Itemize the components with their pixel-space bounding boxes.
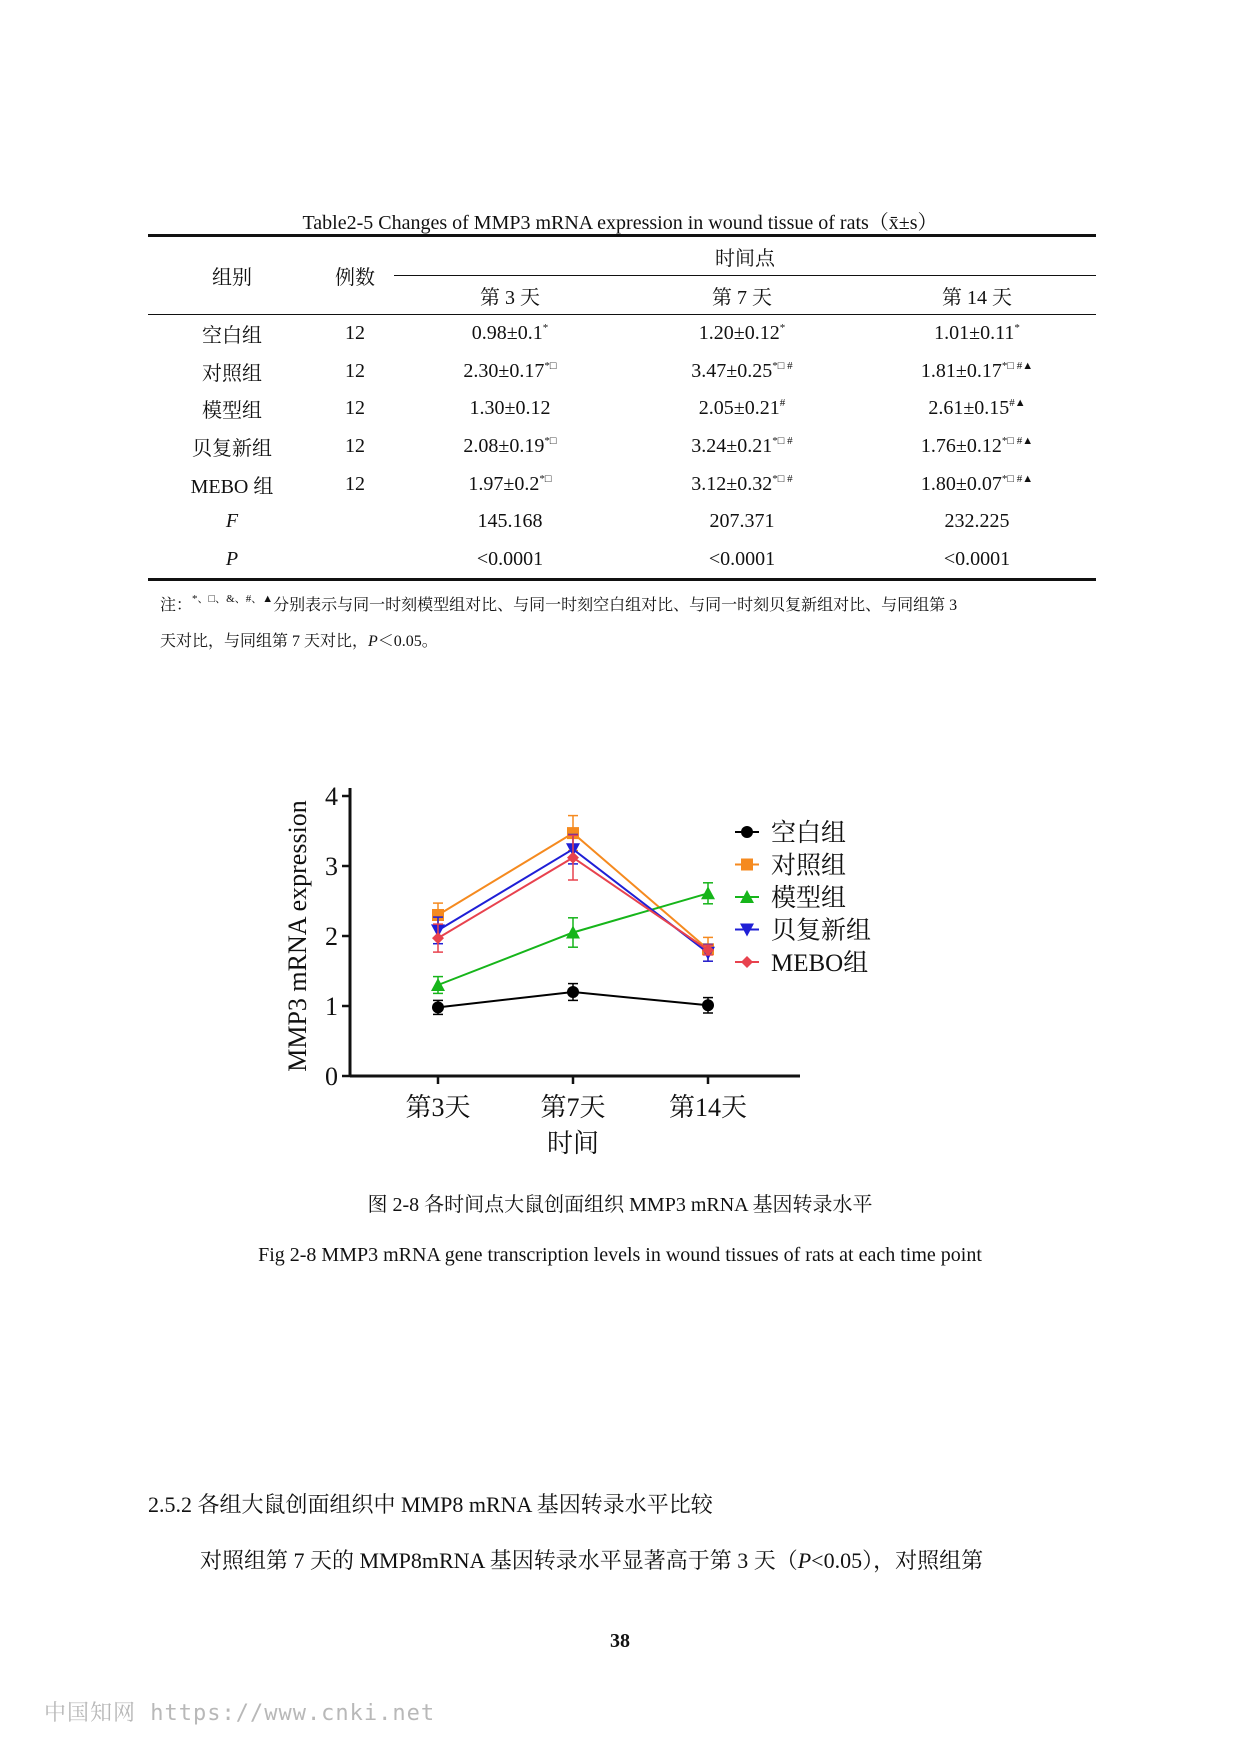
- x-tick-label: 第7天: [540, 1093, 606, 1122]
- table-row: [148, 390, 1096, 428]
- cell-d3: 1.30±0.12: [469, 397, 551, 420]
- legend-marker: [741, 826, 753, 838]
- data-point: [701, 886, 715, 899]
- cell-p-d14: <0.0001: [858, 541, 1096, 580]
- header-group: 组别: [148, 236, 316, 315]
- cell-d3: 0.98±0.1*: [471, 322, 549, 345]
- legend-label: 空白组: [771, 820, 847, 847]
- y-tick-label: 4: [325, 782, 338, 811]
- data-point: [702, 999, 714, 1011]
- table-row: [148, 465, 1096, 503]
- table-row: [148, 315, 1096, 353]
- cell-d14: 2.61±0.15#▲: [928, 397, 1026, 420]
- cell-n: 12: [345, 359, 365, 382]
- cell-d7: 3.12±0.32*□ #: [691, 472, 793, 495]
- cell-group: MEBO 组: [190, 475, 274, 498]
- table-note-line2: 天对比，与同组第 7 天对比，P＜0.05。: [160, 633, 438, 650]
- cell-n: 12: [345, 322, 365, 345]
- cell-d7: 3.47±0.25*□ #: [691, 359, 793, 382]
- cell-d14: 1.81±0.17*□ #▲: [920, 359, 1034, 382]
- cell-f-label: F: [225, 510, 239, 533]
- data-point: [431, 978, 445, 991]
- y-tick-label: 2: [325, 922, 338, 951]
- y-tick-label: 0: [325, 1062, 338, 1091]
- legend-label: 模型组: [771, 885, 847, 912]
- page-number: 38: [610, 1630, 630, 1652]
- legend-marker: [741, 859, 753, 871]
- legend-label: MEBO组: [771, 950, 869, 977]
- cell-d7: 2.05±0.21#: [698, 397, 786, 420]
- y-tick-label: 3: [325, 852, 338, 881]
- cell-n: 12: [345, 435, 365, 458]
- cell-p-d3: <0.0001: [394, 541, 626, 580]
- table-row: [148, 428, 1096, 466]
- header-timepoint: 时间点: [394, 236, 1096, 276]
- y-axis-label: MMP3 mRNA expression: [283, 800, 312, 1072]
- cell-f-d14: 232.225: [944, 510, 1010, 533]
- table-caption: Table2-5 Changes of MMP3 mRNA expression in wound tissue of rats（x̄±s）: [302, 212, 938, 234]
- cell-group: 贝复新组: [192, 438, 272, 461]
- x-tick-label: 第3天: [405, 1093, 471, 1122]
- table-note-line1: 注：*、□、&、#、▲分别表示与同一时刻模型组对比、与同一时刻空白组对比、与同一时刻贝复新组对比、与同组第 3: [160, 593, 958, 614]
- data-point: [432, 932, 444, 944]
- legend-label: 对照组: [771, 852, 847, 880]
- cell-d3: 2.08±0.19*□: [463, 435, 557, 458]
- cell-p-label: P: [148, 541, 316, 580]
- table-row-f: [148, 503, 1096, 541]
- y-tick-label: 1: [325, 992, 338, 1021]
- table-row: [148, 353, 1096, 391]
- cell-d3: 1.97±0.2*□: [468, 472, 552, 495]
- cell-f-d3: 145.168: [477, 510, 543, 533]
- cell-d3: 2.30±0.17*□: [463, 359, 557, 382]
- cell-d7: 3.24±0.21*□ #: [691, 435, 793, 458]
- header-day14: 第 14 天: [858, 276, 1096, 315]
- cell-f-d7: 207.371: [709, 510, 775, 533]
- paragraph: 对照组第 7 天的 MMP8mRNA 基因转录水平显著高于第 3 天（P<0.05），对照组第: [200, 1548, 984, 1573]
- data-point: [432, 1001, 444, 1013]
- figure-caption-cn: 图 2-8 各时间点大鼠创面组织 MMP3 mRNA 基因转录水平: [367, 1194, 873, 1216]
- cell-group: 空白组: [202, 325, 262, 348]
- figure-caption-en: Fig 2-8 MMP3 mRNA gene transcription levels in wound tissues of rats at each time point: [258, 1244, 982, 1266]
- mmp3-table: [148, 234, 1096, 581]
- cell-p-d7: <0.0001: [626, 541, 858, 580]
- cell-d14: 1.01±0.11*: [934, 322, 1020, 345]
- cell-d14: 1.80±0.07*□ #▲: [920, 472, 1034, 495]
- header-n: 例数: [316, 236, 394, 315]
- cell-d7: 1.20±0.12*: [698, 322, 786, 345]
- x-axis-label: 时间: [546, 1129, 600, 1158]
- cell-group: 对照组: [202, 362, 262, 385]
- section-heading: 2.5.2 各组大鼠创面组织中 MMP8 mRNA 基因转录水平比较: [148, 1492, 713, 1517]
- cell-n: 12: [345, 397, 365, 420]
- x-tick-label: 第14天: [668, 1093, 748, 1122]
- cell-group: 模型组: [202, 400, 262, 423]
- cnki-watermark: 中国知网 https://www.cnki.net: [44, 1701, 436, 1726]
- header-day3: 第 3 天: [394, 276, 626, 315]
- header-day7: 第 7 天: [626, 276, 858, 315]
- legend-marker: [741, 956, 753, 968]
- legend-label: 贝复新组: [771, 917, 872, 945]
- cell-d14: 1.76±0.12*□ #▲: [920, 435, 1034, 458]
- mmp3-line-chart: [270, 770, 990, 1170]
- table-note: [160, 588, 1100, 660]
- table-row-p: [148, 541, 1096, 580]
- data-point: [567, 986, 579, 998]
- cell-n: 12: [345, 472, 365, 495]
